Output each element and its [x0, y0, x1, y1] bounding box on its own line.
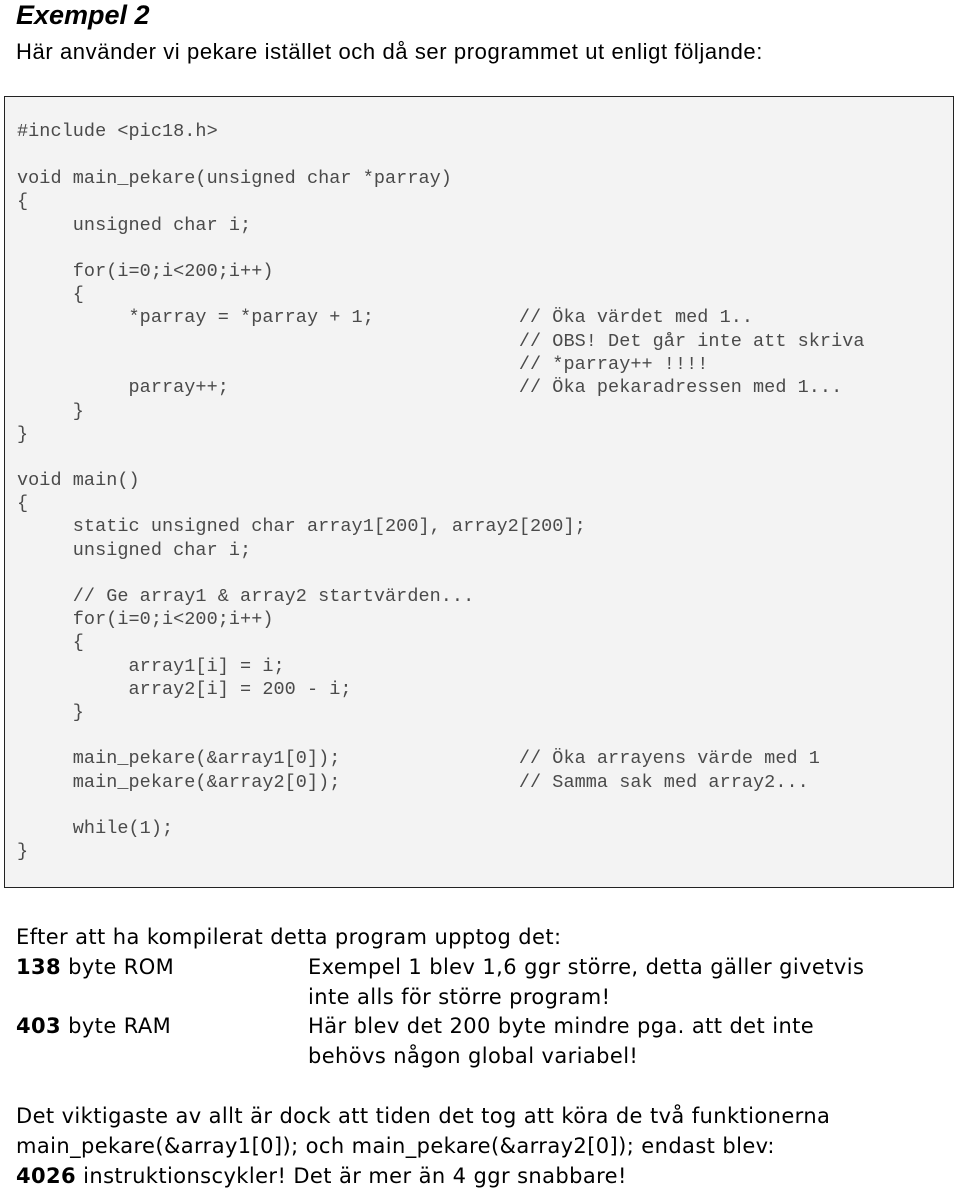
code-line: { — [17, 284, 84, 305]
code-line: main_pekare(&array2[0]); // Samma sak med array2... — [17, 772, 809, 793]
code-line: // *parray++ !!!! — [17, 354, 709, 375]
conclusion-line1: Det viktigaste av allt är dock att tiden det tog att köra de två funktionerna — [16, 1104, 831, 1128]
code-line: { — [17, 632, 84, 653]
code-line: unsigned char i; — [17, 215, 252, 236]
ram-row — [16, 1011, 946, 1041]
ram-unit: byte RAM — [61, 1014, 172, 1038]
code-line: unsigned char i; — [17, 540, 252, 561]
ram-comment-line2: behövs någon global variabel! — [308, 1044, 639, 1068]
code-line: } — [17, 702, 84, 723]
code-line: { — [17, 493, 29, 514]
code-line: static unsigned char array1[200], array2[200]; — [17, 516, 586, 537]
results-summary: Efter att ha kompilerat detta program upptog det: — [16, 925, 562, 949]
code-line: array2[i] = 200 - i; — [17, 679, 352, 700]
code-listing — [4, 96, 954, 888]
conclusion-line2: main_pekare(&array1[0]); och main_pekare(&array2[0]); endast blev: — [16, 1134, 775, 1158]
ram-comment-line1: Här blev det 200 byte mindre pga. att det inte — [308, 1014, 815, 1038]
code-line: } — [17, 401, 84, 422]
code-line: { — [17, 191, 29, 212]
rom-comment-line2: inte alls för större program! — [308, 985, 611, 1009]
rom-number: 138 — [16, 955, 62, 979]
example-heading: Exempel 2 — [16, 0, 150, 30]
code-line: // Ge array1 & array2 startvärden... — [17, 586, 475, 607]
code-line: for(i=0;i<200;i++) — [17, 609, 274, 630]
code-line: #include <pic18.h> — [17, 121, 218, 142]
code-line: void main_pekare(unsigned char *parray) — [17, 168, 452, 189]
code-line: void main() — [17, 470, 140, 491]
intro-text: Här använder vi pekare istället och då ser programmet ut enligt följande: — [16, 39, 763, 64]
code-line: // OBS! Det går inte att skriva — [17, 331, 865, 352]
code-line: *parray = *parray + 1; // Öka värdet med 1.. — [17, 307, 754, 328]
cycle-count: 4026 — [16, 1164, 77, 1188]
code-line: while(1); — [17, 818, 174, 839]
code-line: array1[i] = i; — [17, 656, 285, 677]
code-line: for(i=0;i<200;i++) — [17, 261, 274, 282]
code-line: parray++; // Öka pekaradressen med 1... — [17, 377, 843, 398]
code-line: main_pekare(&array1[0]); // Öka arrayens värde med 1 — [17, 748, 820, 769]
rom-comment-line1: Exempel 1 blev 1,6 ggr större, detta gäller givetvis — [308, 955, 865, 979]
rom-unit: byte ROM — [61, 955, 175, 979]
code-line: } — [17, 424, 29, 445]
conclusion-line3 — [16, 1161, 627, 1191]
code-line: } — [17, 841, 29, 862]
ram-number: 403 — [16, 1014, 62, 1038]
conclusion-rest: instruktionscykler! Det är mer än 4 ggr snabbare! — [76, 1164, 627, 1188]
rom-row — [16, 952, 946, 982]
